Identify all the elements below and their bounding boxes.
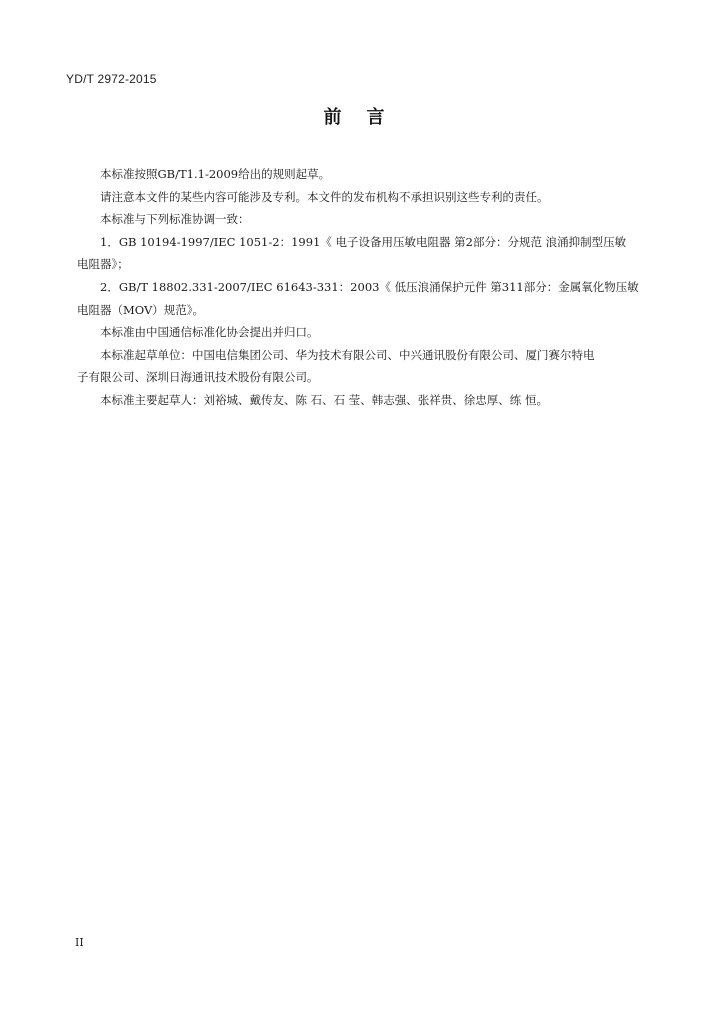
paragraph-drafting-units-continued: 子有限公司、深圳日海通讯技术股份有限公司。 bbox=[77, 370, 319, 385]
paragraph-drafters: 本标准主要起草人：刘裕城、戴传友、陈 石、石 莹、韩志强、张祥贵、徐忠厚、练 恒。 bbox=[100, 392, 548, 407]
paragraph-reference-2: 2．GB/T 18802.331-2007/IEC 61643-331：2003《 低压浪涌保护元件 第311部分：金属氧化物压敏 bbox=[100, 279, 639, 294]
document-code: YD/T 2972-2015 bbox=[66, 72, 157, 86]
paragraph-drafting-rules: 本标准按照GB/T1.1-2009给出的规则起草。 bbox=[100, 167, 331, 181]
paragraph-patent-notice: 请注意本文件的某些内容可能涉及专利。本文件的发布机构不承担识别这些专利的责任。 bbox=[100, 189, 549, 204]
paragraph-proposer: 本标准由中国通信标准化协会提出并归口。 bbox=[100, 325, 319, 340]
paragraph-reference-1-continued: 电阻器》； bbox=[77, 257, 129, 272]
page-title: 前 言 bbox=[323, 107, 385, 128]
body-text bbox=[77, 163, 655, 412]
paragraph-drafting-units: 本标准起草单位：中国电信集团公司、华为技术有限公司、中兴通讯股份有限公司、厦门赛尔特电 bbox=[100, 347, 595, 362]
paragraph-reference-2-continued: 电阻器（MOV）规范》。 bbox=[77, 302, 205, 317]
paragraph-reference-1: 1．GB 10194-1997/IEC 1051-2：1991《 电子设备用压敏电阻器 第2部分：分规范 浪涌抑制型压敏 bbox=[100, 234, 627, 249]
paragraph-consistency: 本标准与下列标准协调一致： bbox=[100, 212, 250, 227]
page-number: II bbox=[75, 936, 84, 949]
